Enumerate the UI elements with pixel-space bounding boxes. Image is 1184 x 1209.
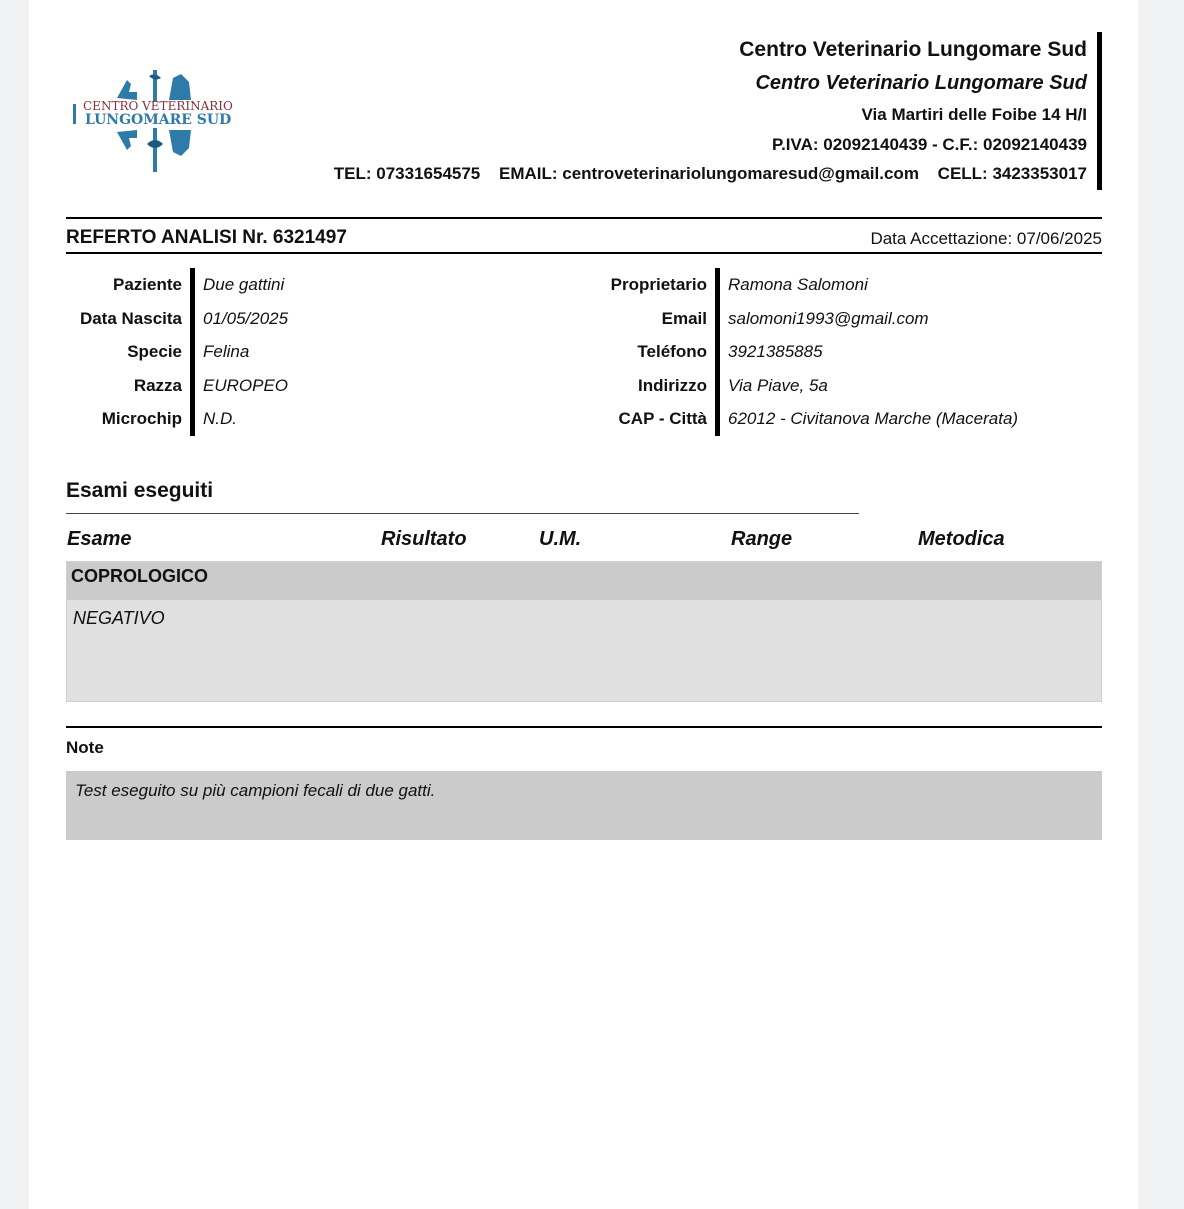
info-row [569, 335, 1018, 369]
notes-title: Note [66, 738, 104, 757]
report-page [29, 0, 1138, 1209]
clinic-cell: CELL: 3423353017 [937, 164, 1087, 183]
clinic-email: EMAIL: centroveterinariolungomaresud@gmail.com [499, 164, 919, 183]
phone-label: Teléfono [569, 335, 720, 369]
info-row [569, 302, 1018, 336]
info-row [569, 402, 1018, 436]
patient-info [66, 268, 288, 436]
info-row [569, 369, 1018, 403]
acceptance-date: Data Accettazione: 07/06/2025 [870, 229, 1102, 248]
species-label: Specie [66, 335, 195, 369]
clinic-address: Via Martiri delle Foibe 14 H/I [861, 105, 1087, 124]
column-header-result: Risultato [381, 528, 467, 550]
breed-value: EUROPEO [203, 375, 289, 395]
logo-text-bottom: LUNGOMARE SUD [85, 112, 232, 128]
clinic-info [334, 32, 1102, 190]
exam-result: NEGATIVO [73, 608, 165, 628]
clinic-logo [69, 62, 239, 180]
exam-table [66, 561, 1102, 702]
column-header-range: Range [731, 528, 793, 550]
info-row [66, 369, 288, 403]
email-label: Email [569, 302, 720, 336]
phone-value: 3921385885 [728, 342, 823, 361]
owner-info [569, 268, 1018, 436]
column-header-method: Metodica [918, 528, 1005, 550]
info-row [66, 268, 288, 302]
clinic-name: Centro Veterinario Lungomare Sud [739, 38, 1087, 61]
patient-label: Paziente [66, 268, 195, 302]
city-value: 62012 - Civitanova Marche (Macerata) [728, 409, 1019, 428]
clinic-tel: TEL: 07331654575 [333, 164, 481, 183]
report-title: REFERTO ANALISI Nr. 6321497 [66, 227, 347, 248]
birthdate-label: Data Nascita [66, 302, 195, 336]
report-header [66, 217, 1102, 254]
clinic-subname: Centro Veterinario Lungomare Sud [755, 72, 1087, 94]
city-label: CAP - Città [569, 402, 720, 436]
address-label: Indirizzo [569, 369, 720, 403]
species-value: Felina [203, 342, 250, 361]
owner-value: Ramona Salomoni [728, 275, 868, 294]
logo-text-top: CENTRO VETERINARIO [83, 99, 233, 113]
exams-section-title: Esami eseguiti [66, 479, 214, 502]
email-value: salomoni1993@gmail.com [728, 308, 929, 328]
divider [66, 513, 859, 514]
clinic-contacts [334, 164, 1087, 184]
column-header-unit: U.M. [539, 528, 582, 550]
column-header-exam: Esame [67, 528, 132, 550]
breed-label: Razza [66, 369, 195, 403]
exam-group-name: COPROLOGICO [67, 562, 1101, 600]
info-row [66, 335, 288, 369]
clinic-tax: P.IVA: 02092140439 - C.F.: 02092140439 [771, 135, 1087, 154]
patient-value: Due gattini [203, 275, 285, 294]
notes-text: Test eseguito su più campioni fecali di due gatti. [66, 771, 1102, 840]
microchip-value: N.D. [203, 409, 237, 428]
owner-label: Proprietario [569, 268, 720, 302]
birthdate-value: 01/05/2025 [203, 308, 289, 328]
info-row [66, 402, 288, 436]
divider [66, 726, 1102, 728]
info-row [569, 268, 1018, 302]
microchip-label: Microchip [66, 402, 195, 436]
address-value: Via Piave, 5a [728, 375, 828, 395]
info-row [66, 302, 288, 336]
